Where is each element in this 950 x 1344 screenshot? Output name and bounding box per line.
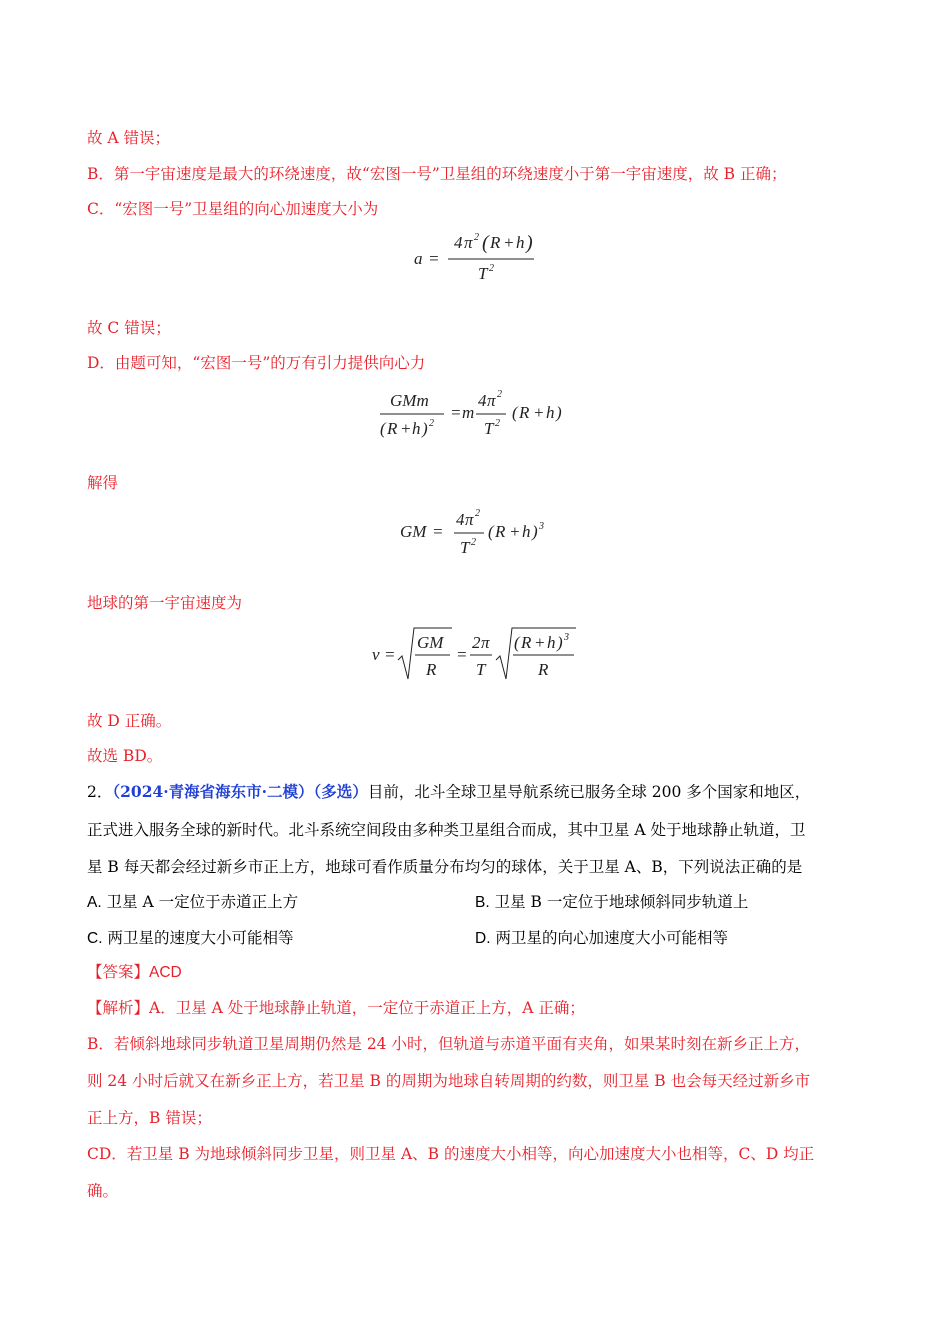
svg-text:2: 2 <box>429 418 434 429</box>
question-text: 目前，北斗全球卫星导航系统已服务全球 200 多个国家和地区， <box>367 783 811 801</box>
svg-text:=: = <box>432 522 444 541</box>
svg-text:2: 2 <box>489 263 494 274</box>
svg-text:h: h <box>412 419 421 438</box>
svg-text:h: h <box>547 633 556 652</box>
answer-tag: 【答案】 <box>87 963 150 981</box>
question-text: 正式进入服务全球的新时代。北斗系统空间段由多种类卫星组合而成，其中卫星 A 处于地球静止轨道，卫 <box>87 821 806 839</box>
question-2-stem <box>87 782 810 802</box>
option-d: D. 两卫星的向心加速度大小可能相等 <box>475 929 728 947</box>
svg-text:h: h <box>522 522 531 541</box>
svg-text:R: R <box>521 633 532 652</box>
equation-acceleration <box>410 228 550 286</box>
svg-text:): ) <box>556 403 562 422</box>
svg-text:GM: GM <box>417 633 444 652</box>
analysis-line: B．若倾斜地球同步轨道卫星周期仍然是 24 小时，但轨道与赤道平面有夹角，如果某时刻在新乡正上方， <box>87 1035 810 1053</box>
answer-value: ACD <box>149 964 182 981</box>
svg-text:v: v <box>372 645 380 664</box>
svg-text:T: T <box>476 660 486 679</box>
text-line: 故 D 正确。 <box>87 712 172 730</box>
svg-text:π: π <box>465 510 474 529</box>
svg-text:): ) <box>557 633 563 652</box>
svg-text:2: 2 <box>474 232 479 243</box>
option-b: B. 卫星 B 一定位于地球倾斜同步轨道上 <box>475 893 749 911</box>
option-a: A. 卫星 A 一定位于赤道正上方 <box>87 893 299 911</box>
svg-text:π: π <box>487 391 496 410</box>
analysis-line: 【解析】A．卫星 A 处于地球静止轨道，一定位于赤道正上方，A 正确； <box>87 999 585 1017</box>
svg-text:): ) <box>532 522 538 541</box>
option-c: C. 两卫星的速度大小可能相等 <box>87 929 294 947</box>
svg-text:4: 4 <box>478 391 487 410</box>
svg-text:T: T <box>478 264 488 283</box>
svg-text:R: R <box>426 660 437 679</box>
analysis-tag: 【解析】 <box>87 999 150 1017</box>
svg-text:m: m <box>462 403 475 422</box>
question-number: 2． <box>87 783 113 801</box>
svg-text:π: π <box>464 233 473 252</box>
text-line: 故选 BD。 <box>87 747 163 765</box>
svg-text:2: 2 <box>495 418 500 429</box>
svg-text:4: 4 <box>456 510 465 529</box>
analysis-line: CD．若卫星 B 为地球倾斜同步卫星，则卫星 A、B 的速度大小相等，向心加速度大小也相等，C、D 均正 <box>87 1145 815 1163</box>
svg-text:+: + <box>400 419 412 438</box>
text-line: B．第一宇宙速度是最大的环绕速度，故“宏图一号”卫星组的环绕速度小于第一宇宙速度，故 B 正确； <box>87 165 787 183</box>
svg-text:R: R <box>387 419 398 438</box>
svg-text:+: + <box>509 522 521 541</box>
svg-text:π: π <box>481 633 490 652</box>
svg-text:a: a <box>414 249 423 268</box>
analysis-line: 正上方，B 错误； <box>87 1109 212 1127</box>
question-text: 星 B 每天都会经过新乡市正上方，地球可看作质量分布均匀的球体，关于卫星 A、B，下列说法正确的是 <box>87 858 803 876</box>
svg-text:(: ( <box>512 403 518 422</box>
svg-text:): ) <box>422 419 428 438</box>
text-line: 地球的第一宇宙速度为 <box>87 594 243 612</box>
equation-gravity <box>376 384 576 444</box>
answer-line <box>87 962 182 983</box>
svg-text:2: 2 <box>472 633 481 652</box>
svg-text:2: 2 <box>475 508 480 519</box>
svg-text:GMm: GMm <box>390 391 429 410</box>
svg-text:R: R <box>490 233 501 252</box>
svg-text:R: R <box>538 660 549 679</box>
equation-gm <box>398 505 558 563</box>
svg-text:(: ( <box>380 419 386 438</box>
svg-text:+: + <box>533 403 545 422</box>
svg-text:(: ( <box>514 633 520 652</box>
svg-text:T: T <box>460 538 470 557</box>
svg-text:R: R <box>495 522 506 541</box>
svg-text:(: ( <box>482 232 489 254</box>
text-line: D．由题可知，“宏图一号”的万有引力提供向心力 <box>87 354 426 372</box>
svg-text:+: + <box>534 633 546 652</box>
svg-text:GM: GM <box>400 522 427 541</box>
text-line: 故 A 错误； <box>87 129 171 147</box>
question-source: （2024·青海省海东市·二模）（多选） <box>112 782 368 801</box>
svg-text:3: 3 <box>564 632 569 643</box>
equation-first-cosmic-velocity <box>370 624 590 684</box>
svg-text:): ) <box>526 232 533 254</box>
analysis-line: 确。 <box>87 1182 119 1200</box>
svg-text:3: 3 <box>539 521 544 532</box>
svg-text:h: h <box>516 233 525 252</box>
text-line: C．“宏图一号”卫星组的向心加速度大小为 <box>87 200 379 218</box>
svg-text:h: h <box>546 403 555 422</box>
svg-text:=: = <box>384 645 396 664</box>
text-line: 解得 <box>87 474 119 492</box>
svg-text:(: ( <box>488 522 494 541</box>
svg-text:+: + <box>503 233 515 252</box>
svg-text:=: = <box>450 403 462 422</box>
text-line: 故 C 错误； <box>87 319 171 337</box>
svg-text:=: = <box>456 645 468 664</box>
svg-text:R: R <box>519 403 530 422</box>
analysis-line: 则 24 小时后就又在新乡正上方，若卫星 B 的周期为地球自转周期的约数，则卫星 B 也会每天经过新乡市 <box>87 1072 811 1090</box>
svg-text:2: 2 <box>497 389 502 400</box>
svg-text:2: 2 <box>471 537 476 548</box>
svg-text:=: = <box>428 249 440 268</box>
svg-text:T: T <box>484 419 494 438</box>
svg-text:4: 4 <box>454 233 463 252</box>
